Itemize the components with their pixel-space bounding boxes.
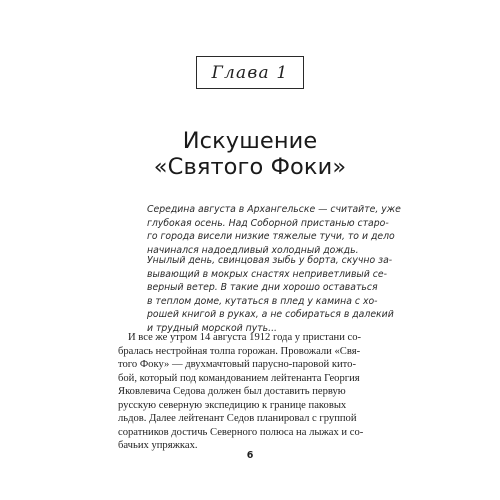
epigraph-line: верный ветер. В такие дни хорошо оставаться	[147, 282, 378, 293]
epigraph-line: Середина августа в Архангельске — считайте, уже	[147, 204, 401, 215]
page-number: 6	[246, 450, 254, 461]
epigraph-line: рошей книгой в руках, а не собираться в далекий	[147, 309, 394, 320]
epigraph-line: Унылый день, свинцовая зыбь у борта, скучно за-	[147, 255, 393, 266]
body-paragraph	[118, 331, 388, 453]
chapter-title-line-2: «Святого Фоки»	[153, 154, 347, 180]
body-line: соратников достичь Северного полюса на лыжах и со-	[118, 426, 364, 438]
body-line: бачьих упряжках.	[118, 440, 198, 451]
body-line: И все же утром 14 августа 1912 года у пристани со-	[128, 332, 362, 343]
body-line: бралась нестройная толпа горожан. Провожали «Свя-	[118, 345, 361, 357]
chapter-heading-box	[196, 56, 304, 89]
body-line: Яковлевича Седова должен был доставить первую	[118, 386, 346, 397]
epigraph-paragraph-2	[147, 254, 394, 335]
chapter-label: Глава 1	[211, 62, 289, 83]
epigraph-paragraph-1	[147, 203, 401, 257]
body-line: льдов. Далее лейтенант Седов планировал с группой	[118, 413, 357, 424]
epigraph-line: начинался надоедливый холодный дождь.	[147, 244, 359, 256]
epigraph-line: и трудный морской путь...	[147, 322, 278, 334]
epigraph-line: глубокая осень. Над Соборной пристанью старо-	[147, 217, 389, 229]
epigraph-line: вывающий в мокрых снастях неприветливый се-	[147, 268, 387, 280]
chapter-title-line-1: Искушение	[182, 128, 318, 154]
epigraph-line: в теплом доме, кутаться в плед у камина с хо-	[147, 295, 378, 307]
epigraph-line: го города висели низкие тяжелые тучи, то и дело	[147, 231, 395, 242]
body-line: русскую северную экспедицию к границе паковых	[118, 399, 347, 411]
body-line: того Фоку» — двухмачтовый парусно-паровой кито-	[118, 359, 356, 370]
body-line: бой, который под командованием лейтенанта Георгия	[118, 372, 360, 384]
